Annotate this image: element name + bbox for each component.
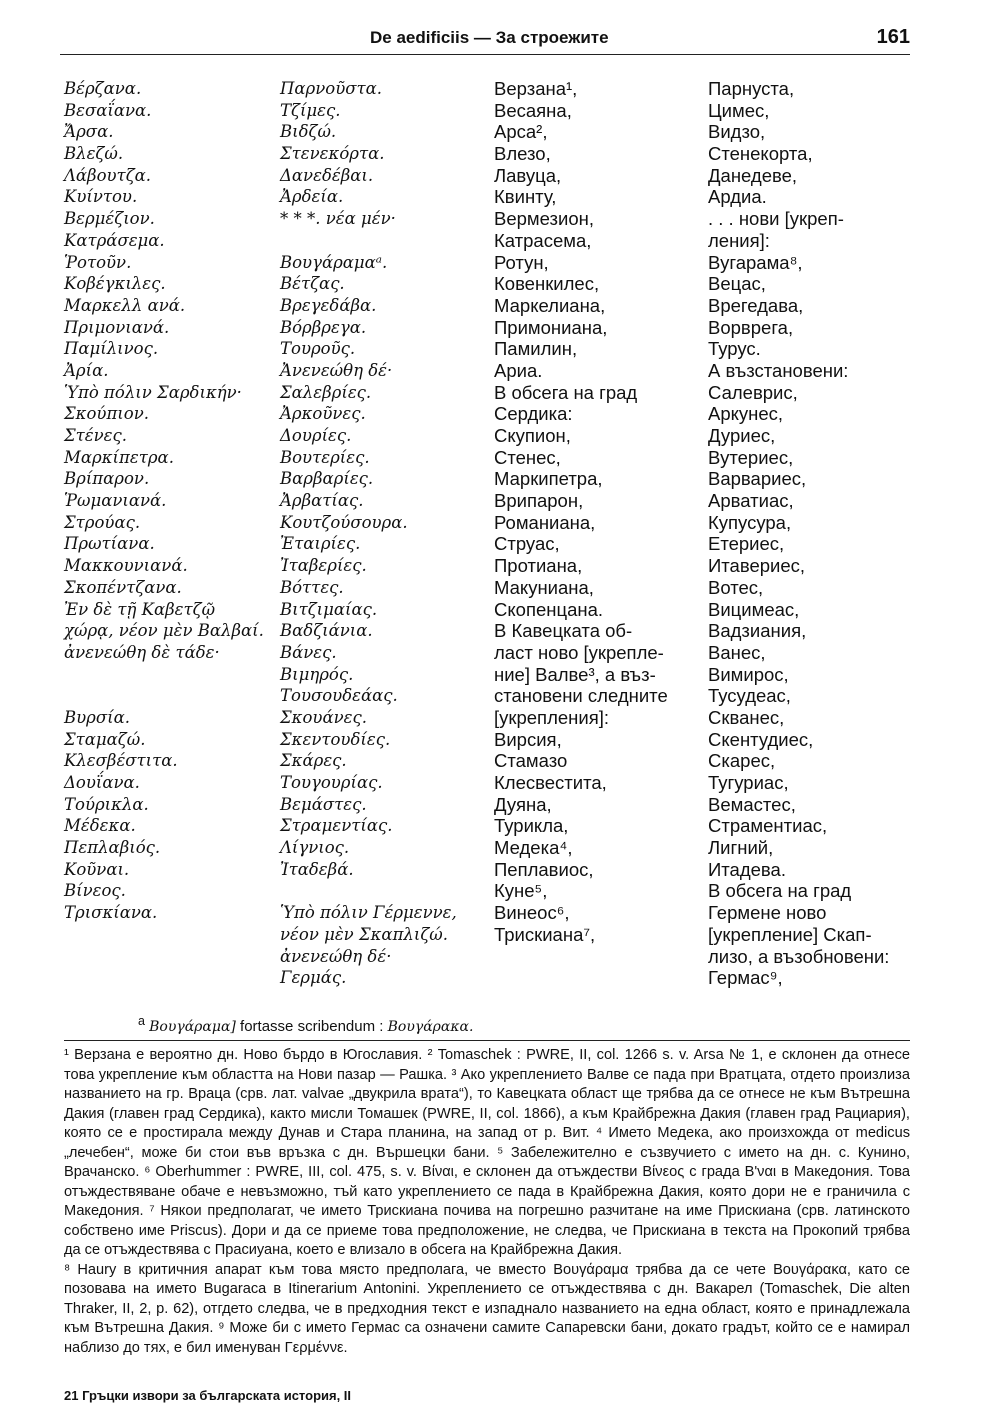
column-line: Влезо, xyxy=(494,143,551,165)
column-line: Ὑπὸ πόλιν Γέρμεννε, xyxy=(280,903,457,923)
column-line: Арса², xyxy=(494,121,548,143)
column-line: Тугуриас, xyxy=(708,772,789,793)
column-line: Стенес, xyxy=(494,446,561,468)
column-line: Салеврис, xyxy=(708,381,798,403)
footnote-paragraph: ¹ Верзана е вероятно дн. Ново бърдо в Югославия. ² Tomaschek : PWRE, II, col. 1266 s. v. Arsa № 1, е склонен да отнесе това укрепление към областта на Нови пазар — Рашка. ³ Ако укреплението Валве се пада при Вратцата, отдето произлиза названието на гр. Враца (срв. лат. valvae „двукрила врата“), то Кавецката област ще трябва да се отнесе не към Вътрешна Дакия (главен град Сердика), както мисли Томашек (PWRE, II, col. 1866), а към Крайбрежна Дакия (главен град Рациария), която се е простирала между Дунав и Стара планина, на запад от р. Вит. ⁴ Името Медека, ако произхожда от medicus „лечебен“, може би стои във връзка с дн. Вършецки бани. ⁵ Забележително е съзвучието с името на дн. с. Кунино, Врачанско. ⁶ Oberhummer : PWRE, III, col. 475, s. v. Bίναι, е склонен да отъждестви Bίνεος с града B'ναι в Македония. Това отъждествяване обаче е невъзможно, тъй като укреплението се пада в Крайбрежна Дакия, която дори не е граничила с Македония. ⁷ Някои предполагат, че името Трискиана почива на погрешно разчитане на име Прискиана (срв. латинското собствено име Priscus). Дори и да се приеме това предположение, не следва, че Прискиана в текста на Прокопий трябва да се отъждествява с Прасиуана, което е влизало в обсега на Крайбрежна Дакия. xyxy=(64,1047,910,1258)
column-line: Δανεδέβαι. xyxy=(280,165,374,185)
column-line: Скупион, xyxy=(494,425,571,446)
column-line: Στενεκόρτα. xyxy=(280,144,385,164)
column-line: Гермас⁹, xyxy=(708,967,783,989)
column-line: Вемастес, xyxy=(708,793,796,815)
column-line: ἀνενεώθη δὲ τάδε· xyxy=(64,642,220,662)
column-line: Ковенкилес, xyxy=(494,273,600,295)
column-line: Сердика: xyxy=(494,403,573,425)
column-line: Катрасема, xyxy=(494,229,592,251)
column-line: [укрепление] Скап- xyxy=(708,923,872,945)
column-line: Βαδζιάνια. xyxy=(280,621,373,641)
column-line: Σαλεβρίες. xyxy=(280,382,372,402)
column-line: Πρωτίανα. xyxy=(64,534,155,554)
column-line: Пеплавиос, xyxy=(494,858,594,880)
column-line: Σκεντουδίες. xyxy=(280,729,391,749)
column-line: Вимирос, xyxy=(708,663,789,685)
column-line: Βέρζανα. xyxy=(64,79,142,98)
column-line: Вотес, xyxy=(708,576,764,598)
column-line xyxy=(280,880,470,902)
column-line: Πεπλαβιός. xyxy=(64,838,161,858)
column-line: Струас, xyxy=(494,533,560,555)
column-line: Аркунес, xyxy=(708,403,784,425)
apparatus-text: fortasse scribendum : xyxy=(240,1018,384,1035)
footnote-paragraph: ⁸ Haury в критичния апарат към това място предполага, че вместо Βουγάραμα трябва да се чете Βουγάρακα, като се позовава на името Bugaraca в Itinerarium Antonini. Укреплението се отъждествява с дн. Вакарел (Tomaschek, Die alten Thraker, II, 2, p. 62), отгдето следва, че в предходния текст е изпаднало названието на една област, която е принадлежала към Вътрешна Дакия. ⁹ Може би с името Гермас са означени самите Сапаревски бани, докато градът, който се е намирал наблизо до тях, е бил именуван Γερμέννε. xyxy=(64,1261,910,1356)
column-line: Σκοπέντζανα. xyxy=(64,577,182,597)
column-line xyxy=(280,230,470,252)
column-line: Куне⁵, xyxy=(494,880,548,902)
column-line: Τουγουρίας. xyxy=(280,773,383,792)
column-line: [укрепления]: xyxy=(494,706,610,728)
column-line: лизо, а възобновени: xyxy=(708,945,890,967)
column-line: Βόρβρεγα. xyxy=(280,317,367,337)
column-line: Βεμάστες. xyxy=(280,794,367,814)
column-line: Βεσαΐανα. xyxy=(64,100,152,120)
column-line: Скарес, xyxy=(708,750,776,772)
critical-apparatus-note xyxy=(138,1014,473,1035)
column-line: ления]: xyxy=(708,229,770,251)
column-line xyxy=(64,664,274,686)
column-line: Вирсия, xyxy=(494,728,562,750)
column-line: Ἀρδεία. xyxy=(280,187,344,207)
bulgarian-column-1 xyxy=(494,78,694,946)
column-line: Ἐταιρίες. xyxy=(280,534,361,554)
column-line: Верзана¹, xyxy=(494,78,578,99)
column-line: Κυίντου. xyxy=(64,187,138,207)
column-line: Скванес, xyxy=(708,706,785,728)
column-line: Романиана, xyxy=(494,511,596,533)
column-line: Вутериес, xyxy=(708,446,794,468)
column-line: Дуриес, xyxy=(708,425,776,446)
column-line: Δουρίες. xyxy=(280,426,352,445)
column-line: Страментиас, xyxy=(708,815,828,837)
apparatus-lemma: Βουγάραμα] xyxy=(149,1019,236,1035)
column-line: Παρνοῦστα. xyxy=(280,79,383,98)
column-line: Στένες. xyxy=(64,426,128,445)
column-line: Στραμεντίας. xyxy=(280,816,393,836)
column-line: Βουτερίες. xyxy=(280,447,370,467)
footnotes xyxy=(64,1046,910,1358)
column-line: Памилин, xyxy=(494,338,578,360)
column-line: Στρούας. xyxy=(64,512,141,532)
column-line: Гермене ново xyxy=(708,902,827,924)
column-line: Турус. xyxy=(708,338,761,360)
column-line: Маркелиана, xyxy=(494,294,606,316)
page-number: 161 xyxy=(876,26,910,48)
apparatus-reading: Βουγάρακα. xyxy=(387,1019,474,1035)
column-line: νέον μὲν Σκαπλιζώ. xyxy=(280,924,448,944)
column-line: Ἐν δὲ τῇ Καβετζῷ xyxy=(64,599,216,619)
greek-column-1 xyxy=(64,78,274,924)
column-line: В Кавецката об- xyxy=(494,620,633,642)
column-line: Τζίμες. xyxy=(280,100,341,120)
column-line: Βυρσία. xyxy=(64,707,130,727)
column-line: Σκάρες. xyxy=(280,751,347,771)
column-line: Βουγάραμαᵃ. xyxy=(280,252,388,272)
header-rule xyxy=(60,54,910,55)
column-line: Ἰταδεβά. xyxy=(280,859,354,879)
column-line: Κοβέγκιλες. xyxy=(64,274,166,294)
column-line: Βερμέζιον. xyxy=(64,209,155,229)
column-line: Βιδζώ. xyxy=(280,122,337,142)
column-line: Σκουάνες. xyxy=(280,707,367,727)
column-line: Πριμονιανά. xyxy=(64,317,170,337)
column-line: Ἀρία. xyxy=(64,360,109,380)
column-line: Ротун, xyxy=(494,251,549,273)
column-line: Κατράσεμα. xyxy=(64,230,165,250)
column-line: Врипарон, xyxy=(494,490,584,512)
column-line: Ванес, xyxy=(708,641,766,663)
apparatus-mark: a xyxy=(138,1014,145,1028)
column-line: Ардиа. xyxy=(708,186,767,208)
column-line: . . . нови [укреп- xyxy=(708,208,844,230)
column-line: Δουΐανα. xyxy=(64,773,140,792)
column-line: χώρᾳ, νέον μὲν Βαλβαί. xyxy=(64,621,264,641)
column-line: Βρεγεδάβα. xyxy=(280,295,377,315)
column-line: Турикла, xyxy=(494,815,569,837)
column-line: Вицимеас, xyxy=(708,598,800,620)
column-line: Лигний, xyxy=(708,837,774,859)
column-line xyxy=(64,685,274,707)
column-line: Данедеве, xyxy=(708,164,798,186)
column-line: А възстановени: xyxy=(708,359,849,381)
column-line: ласт ново [укрепле- xyxy=(494,641,664,663)
column-line: Γερμάς. xyxy=(280,968,347,988)
header-title: De aedificiis — За строежите xyxy=(370,28,609,47)
column-line: ἀνενεώθη δέ· xyxy=(280,946,392,966)
column-line: Варвариес, xyxy=(708,468,807,490)
column-line: Ὑπὸ πόλιν Σαρδικήν· xyxy=(64,382,242,402)
running-header xyxy=(60,24,910,54)
column-line: Тусудеас, xyxy=(708,685,791,707)
column-line: Скентудиес, xyxy=(708,728,814,750)
column-line: Протиана, xyxy=(494,555,583,577)
column-line: Βέτζας. xyxy=(280,274,345,294)
column-line: Τουσουδεάας. xyxy=(280,686,398,706)
column-line: Итадева. xyxy=(708,858,786,880)
column-line: Μακκουνιανά. xyxy=(64,556,188,576)
column-line: Ῥωμανιανά. xyxy=(64,491,167,511)
column-line: Βόττες. xyxy=(280,577,344,597)
column-line: Βιμηρός. xyxy=(280,664,354,684)
column-line: ние] Валве³, а въз- xyxy=(494,663,656,685)
column-line: Вадзиания, xyxy=(708,620,807,642)
column-line: Βρίπαρον. xyxy=(64,469,150,489)
column-line: Макуниана, xyxy=(494,576,594,598)
column-line: Итавериес, xyxy=(708,555,806,577)
column-line: Βάνες. xyxy=(280,642,337,662)
column-line: Ἄρσα. xyxy=(64,122,114,142)
column-line: В обсега на град xyxy=(708,880,852,902)
column-line: Арватиас, xyxy=(708,490,794,512)
column-line: Стамазо xyxy=(494,750,568,772)
column-line: * * *. νέα μέν· xyxy=(280,209,396,229)
column-line: Квинту, xyxy=(494,186,557,208)
column-line: Скопенцана. xyxy=(494,598,604,620)
column-line: Клесвестита, xyxy=(494,772,607,793)
column-line: Маркипетра, xyxy=(494,468,603,490)
column-line: Λάβουτζα. xyxy=(64,165,152,185)
column-line: Парнуста, xyxy=(708,78,795,99)
column-line: Ῥοτοῦν. xyxy=(64,252,132,272)
column-line: Κουτζούσουρα. xyxy=(280,512,408,532)
column-line: Цимес, xyxy=(708,99,770,121)
column-line: Винеос⁶, xyxy=(494,902,570,924)
column-line: Ἀνενεώθη δέ· xyxy=(280,360,393,380)
column-line: Вугарама⁸, xyxy=(708,251,803,273)
column-line: Купусура, xyxy=(708,511,792,533)
column-line: Βιτζιμαίας. xyxy=(280,599,378,619)
column-line: Μαρκελλ ανά. xyxy=(64,295,186,315)
bulgarian-column-2 xyxy=(708,78,908,989)
column-line: Ἰταβερίες. xyxy=(280,556,367,576)
column-line: Βαρβαρίες. xyxy=(280,469,374,489)
column-line: Παμίλινος. xyxy=(64,339,159,359)
column-line: становени следните xyxy=(494,685,668,707)
column-line: Стенекорта, xyxy=(708,143,813,165)
column-line: Ἀρκοῦνες. xyxy=(280,404,366,424)
column-line: Μαρκίπετρα. xyxy=(64,447,174,467)
column-line: В обсега на град xyxy=(494,381,638,403)
column-line: Видзо, xyxy=(708,121,766,143)
column-line: Вецас, xyxy=(708,273,766,295)
column-line: Τουροῦς. xyxy=(280,339,356,359)
column-line: Βίνεος. xyxy=(64,881,126,901)
column-line: Вермезион, xyxy=(494,208,594,230)
column-line: Κλεσβέστιτα. xyxy=(64,751,178,771)
column-line: Ворврега, xyxy=(708,316,794,338)
column-line: Примониана, xyxy=(494,316,608,338)
column-line: Τρισκίανα. xyxy=(64,903,158,923)
column-line: Трискиана⁷, xyxy=(494,923,596,945)
column-line: Ἀρβατίας. xyxy=(280,491,364,511)
column-line: Κοῦναι. xyxy=(64,859,130,879)
column-line: Σταμαζώ. xyxy=(64,729,146,749)
column-line: Етериес, xyxy=(708,533,785,555)
greek-column-2 xyxy=(280,78,470,989)
signature-line: 21 Гръцки извори за българската история, II xyxy=(64,1388,352,1403)
column-line: Ариа. xyxy=(494,359,543,381)
column-line: Медека⁴, xyxy=(494,837,573,859)
column-line: Врегедава, xyxy=(708,294,804,316)
footnote-rule xyxy=(64,1040,910,1041)
column-line: Λίγνιος. xyxy=(280,838,350,858)
column-line: Μέδεκα. xyxy=(64,816,136,836)
column-line: Βλεζώ. xyxy=(64,144,124,164)
column-line: Τούρικλα. xyxy=(64,794,149,814)
column-line: Σκούπιον. xyxy=(64,404,149,424)
column-line: Дуяна, xyxy=(494,793,552,815)
column-line: Весаяна, xyxy=(494,99,572,121)
column-line: Лавуца, xyxy=(494,164,562,186)
